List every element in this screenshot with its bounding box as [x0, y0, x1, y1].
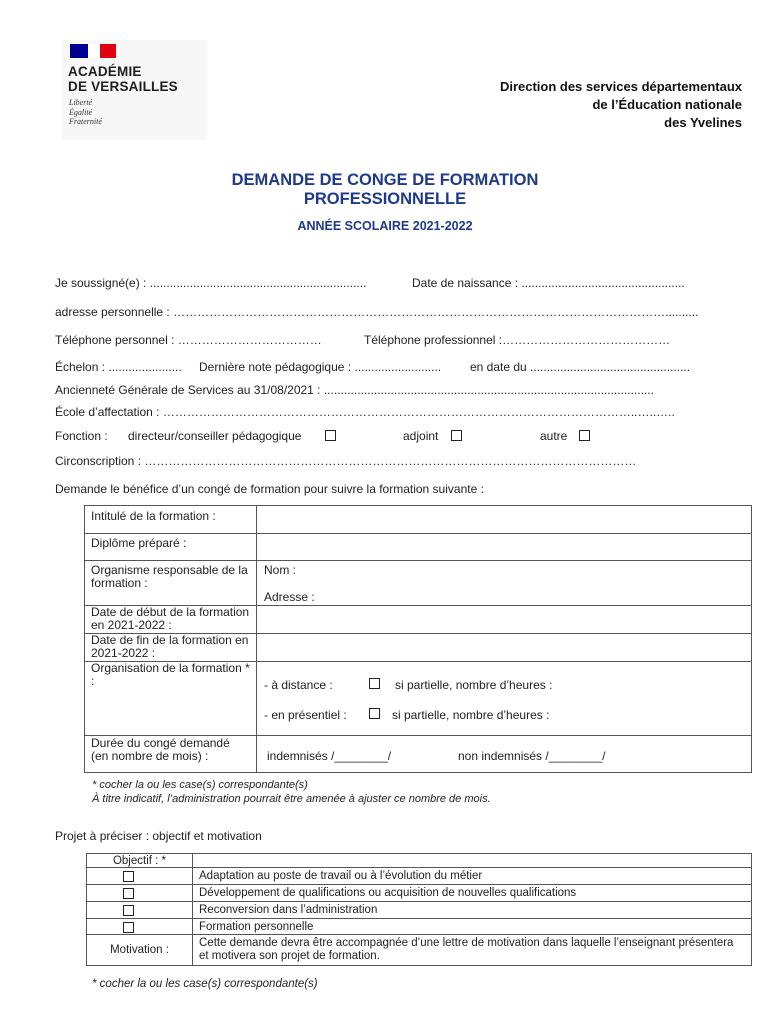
- marianne-flag-icon: [70, 44, 116, 58]
- seniority-field[interactable]: Ancienneté Générale de Services au 31/08/2021 : ...................................................................................................: [55, 383, 654, 397]
- organisme-label: Organisme responsable de la formation :: [84, 560, 257, 606]
- echelon-field[interactable]: Échelon : ......................: [55, 360, 182, 374]
- objectif-checkbox-cell: [86, 918, 193, 935]
- pro-phone-field[interactable]: Téléphone professionnel :……………………………………: [364, 333, 671, 347]
- school-year: ANNÉE SCOLAIRE 2021-2022: [297, 219, 473, 233]
- table-note-checkbox: * cocher la ou les case(s) correspondante(s): [92, 779, 308, 791]
- function-option-other: autre: [540, 429, 568, 443]
- objectif-option-1: Adaptation au poste de travail ou à l’évolution du métier: [192, 867, 752, 885]
- address-field[interactable]: adresse personnelle : ……………………………………………………………………………………………………………..........: [55, 305, 699, 319]
- presentiel-hours-label: si partielle, nombre d’heures :: [392, 708, 550, 722]
- objectif-checkbox-2[interactable]: [123, 888, 134, 899]
- school-field[interactable]: École d’affectation : ………………………………………………………………………………………………………..…..…..: [55, 405, 675, 419]
- date-fin-label: Date de fin de la formation en 2021-2022 :: [84, 633, 257, 662]
- soussigne-field[interactable]: Je soussigné(e) : .................................................................: [55, 276, 367, 290]
- diplome-input[interactable]: [256, 533, 752, 561]
- presentiel-checkbox[interactable]: [369, 708, 380, 719]
- other-checkbox[interactable]: [579, 430, 590, 441]
- intitule-input[interactable]: [256, 505, 752, 534]
- personal-phone-field[interactable]: Téléphone personnel : ………………………………: [55, 333, 322, 347]
- document-title-line2: PROFESSIONNELLE: [303, 190, 467, 208]
- document-title-line1: DEMANDE DE CONGE DE FORMATION: [231, 171, 539, 189]
- objectif-checkbox-cell: [86, 867, 193, 885]
- objectif-option-2: Développement de qualifications ou acquisition de nouvelles qualifications: [192, 884, 752, 902]
- intitule-label: Intitulé de la formation :: [84, 505, 257, 534]
- organisme-cell[interactable]: [256, 560, 752, 606]
- objectif-table: [86, 853, 752, 966]
- distance-label: - à distance :: [264, 678, 333, 692]
- non-indemnises-field[interactable]: non indemnisés /________/: [458, 749, 606, 763]
- logo-title: ACADÉMIE DE VERSAILLES: [68, 64, 178, 94]
- date-fin-input[interactable]: [256, 633, 752, 662]
- organisme-nom-label: Nom :: [264, 563, 297, 577]
- date-debut-input[interactable]: [256, 605, 752, 634]
- function-option-director: directeur/conseiller pédagogique: [128, 429, 302, 443]
- grade-date-field[interactable]: en date du ................................................: [470, 360, 691, 374]
- function-label: Fonction :: [55, 429, 108, 443]
- request-text: Demande le bénéfice d’un congé de formation pour suivre la formation suivante :: [55, 482, 484, 496]
- objectif-checkbox-1[interactable]: [123, 871, 134, 882]
- projet-heading-text: Projet à préciser : objectif et motivation: [55, 829, 262, 843]
- objectif-option-3: Reconversion dans l’administration: [192, 901, 752, 919]
- organisation-cell: [256, 661, 752, 736]
- director-checkbox[interactable]: [325, 430, 336, 441]
- objectif-checkbox-cell: [86, 901, 193, 919]
- birthdate-field[interactable]: Date de naissance : .................................................: [412, 276, 685, 290]
- distance-checkbox[interactable]: [369, 678, 380, 689]
- objectif-checkbox-cell: [86, 884, 193, 902]
- last-grade-field[interactable]: Dernière note pédagogique : ..........................: [199, 360, 442, 374]
- diplome-label: Diplôme préparé :: [84, 533, 257, 561]
- circonscription-field[interactable]: Circonscription : ……………………………………………………………………………………………………………: [55, 454, 637, 468]
- formation-table: [84, 505, 752, 773]
- motivation-label: Motivation :: [86, 934, 193, 966]
- logo-motto: Liberté Égalité Fraternité: [69, 98, 102, 126]
- organisation-label: Organisation de la formation * :: [84, 661, 257, 736]
- presentiel-label: - en présentiel :: [264, 708, 347, 722]
- date-debut-label: Date de début de la formation en 2021-2022 :: [84, 605, 257, 634]
- adjoint-checkbox[interactable]: [451, 430, 462, 441]
- objectif-option-4: Formation personnelle: [192, 918, 752, 935]
- objectif-label: Objectif : *: [86, 853, 193, 868]
- distance-hours-label: si partielle, nombre d’heures :: [395, 678, 553, 692]
- function-option-adjoint: adjoint: [403, 429, 439, 443]
- organisme-adresse-label: Adresse :: [264, 590, 315, 604]
- objectif-checkbox-3[interactable]: [123, 905, 134, 916]
- duree-cell: [256, 735, 752, 773]
- objectif-header-cell: [192, 853, 752, 868]
- motivation-text: Cette demande devra être accompagnée d’une lettre de motivation dans laquelle l’enseignant présentera et motivera son projet de formation.: [192, 934, 752, 966]
- duree-label: Durée du congé demandé (en nombre de mois) :: [84, 735, 257, 773]
- table-note-months: À titre indicatif, l’administration pourrait être amenée à ajuster ce nombre de mois.: [92, 793, 491, 805]
- direction-heading: Direction des services départementaux de l’Éducation nationale des Yvelines: [499, 79, 742, 130]
- final-note: * cocher la ou les case(s) correspondante(s): [92, 978, 318, 990]
- objectif-checkbox-4[interactable]: [123, 922, 134, 933]
- indemnises-field[interactable]: indemnisés /________/: [267, 749, 392, 763]
